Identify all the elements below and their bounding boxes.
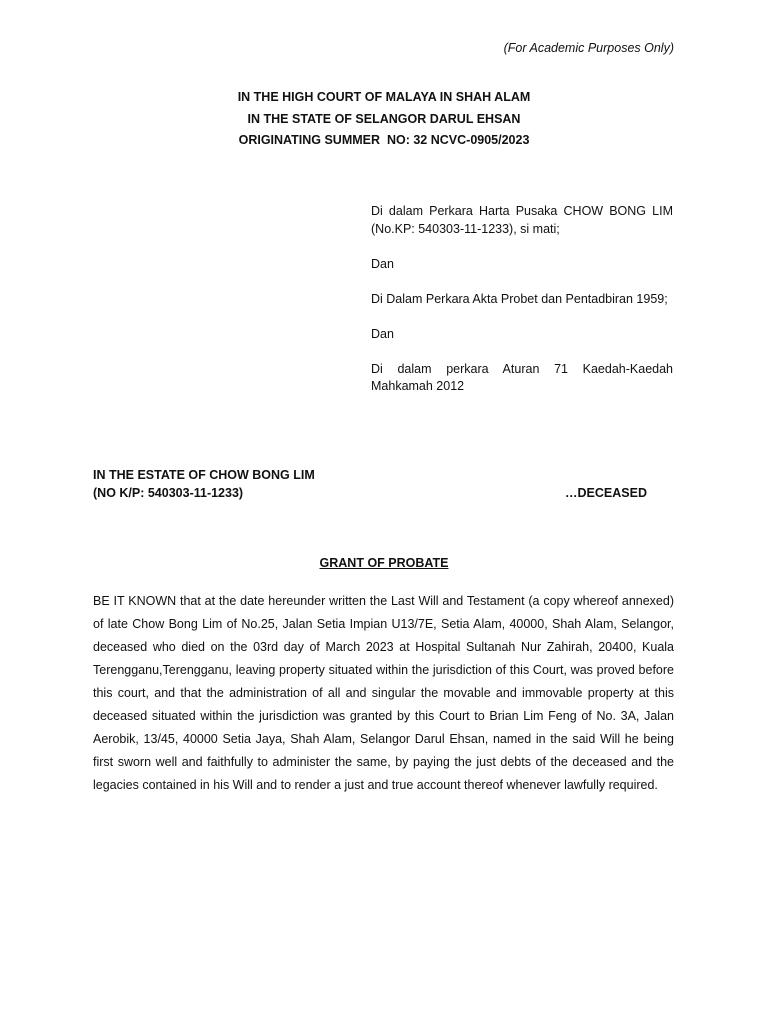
matter-connector-2: Dan [371, 326, 394, 341]
matter-probate-act: Di Dalam Perkara Akta Probet dan Pentadbiran 1959; [371, 291, 668, 306]
matter-connector-1: Dan [371, 256, 394, 271]
deceased-label: …DECEASED [565, 485, 647, 500]
estate-heading [93, 467, 647, 502]
court-header-line-1: IN THE HIGH COURT OF MALAYA IN SHAH ALAM [237, 90, 531, 104]
matter-estate: Di dalam Perkara Harta Pusaka CHOW BONG LIM (No.KP: 540303-11-1233), si mati; [371, 204, 673, 236]
court-header-line-3: ORIGINATING SUMMER NO: 32 NCVC-0905/2023 [238, 133, 530, 147]
academic-disclaimer: (For Academic Purposes Only) [503, 41, 674, 55]
estate-id-number: (NO K/P: 540303-11-1233) [93, 485, 244, 500]
court-header-line-2: IN THE STATE OF SELANGOR DARUL EHSAN [247, 111, 521, 126]
grant-body-paragraph: BE IT KNOWN that at the date hereunder written the Last Will and Testament (a copy whereof annexed) of late Chow Bong Lim of No.25, Jalan Setia Impian U13/7E, Setia Alam, 40000, Shah Alam, Selangor, deceased who died on the 03rd day of March 2023 at Hospital Sultanah Nur Zahirah, 20400, Kuala Terengganu,Terengganu, leaving property situated within the jurisdiction of this Court, was proved before this court, and that the administration of all and singular the movable and immovable property at this deceased situated within the jurisdiction was granted by this Court to Brian Lim Feng of No. 3A, Jalan Aerobik, 13/45, 40000 Setia Jaya, Shah Alam, Selangor Darul Ehsan, named in the said Will he being first sworn well and faithfully to administer the same, by paying the just debts of the deceased and the legacies contained in his Will and to render a just and true account thereof whenever lawfully required. [93, 594, 674, 792]
estate-line-1: IN THE ESTATE OF CHOW BONG LIM [93, 468, 315, 482]
matter-court-rules: Di dalam perkara Aturan 71 Kaedah-Kaedah Mahkamah 2012 [371, 361, 673, 393]
matters-block [371, 203, 673, 413]
estate-line-2-row [93, 485, 647, 503]
court-header [0, 87, 768, 152]
grant-title: GRANT OF PROBATE [319, 556, 449, 570]
